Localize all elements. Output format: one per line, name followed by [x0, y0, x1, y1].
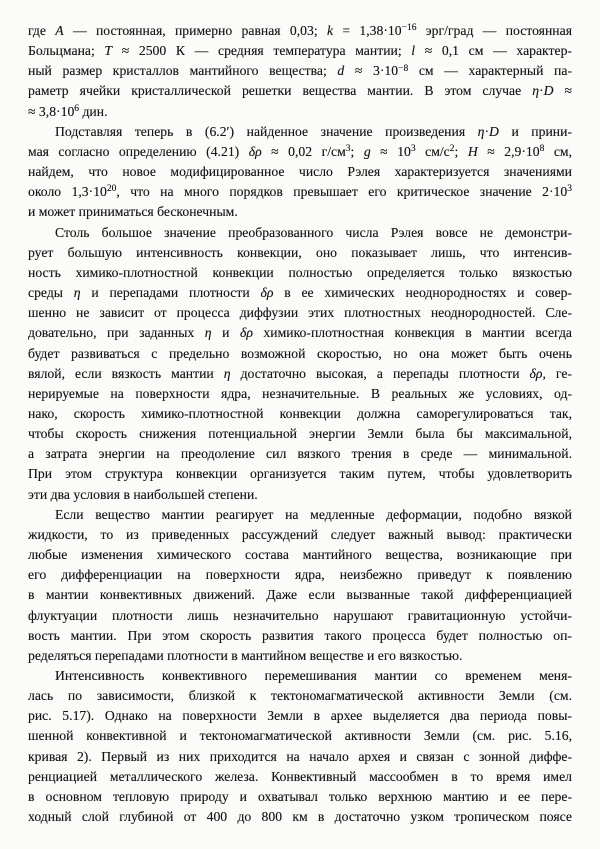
math-variable: k	[326, 23, 334, 38]
text-line: довательно, при заданных η и δρ химико-плотностная конвекция в мантии всегда	[28, 325, 572, 341]
text-line: Подставляя теперь в (6.2′) найденное значение произведения η·D и прини-	[55, 123, 573, 139]
superscript: 2	[449, 144, 455, 155]
text-line: шенно не зависит от процесса диффузии этих плотностных неоднородностей. Сле-	[28, 305, 572, 321]
math-variable: g	[363, 143, 371, 159]
paragraph-2	[28, 122, 572, 223]
text-line: мая согласно определению (4.21) δρ ≈ 0,02 $г/см^3$; $g \approx 10^3$ $см/с^2$; $H \approx 2,9\cdot 10^8$ см,	[28, 143, 573, 159]
text-line: Если вещество мантии реагирует на медленные деформации, подобно вязкой	[55, 506, 572, 522]
text-line: любые изменения химического состава мантийного вещества, возникающие при	[28, 547, 572, 563]
math-variable: d	[337, 63, 345, 79]
text-line: ный размер кристаллов мантийного вещества; $d \approx 3\cdot 10^{-8}$ см — характерный па-	[28, 63, 572, 79]
math-variable: η	[477, 123, 485, 139]
text-line: его дифференциации на поверхности ядра, неизбежно приведут к появлению	[28, 567, 572, 583]
text-line: ность химико-плотностной конвекции полностью определяется только вязкостью	[28, 264, 572, 280]
text-line: и может приниматься бесконечным.	[28, 204, 238, 220]
text-line: шенной конвективной и тектономагматической активности Земли (см. рис. 5.16,	[28, 728, 572, 744]
math-variable: δρ	[248, 143, 262, 159]
paragraph-3	[28, 223, 572, 505]
math-variable: T	[104, 43, 113, 59]
text-line: в основном тепловую природу и охватывал только верхнюю мантию и ее пере-	[28, 788, 572, 804]
math-variable: A	[55, 23, 64, 38]
math-variable: D	[489, 123, 499, 139]
text-line: будет развиваться с предельно возможной скоростью, но она может быть очень	[28, 345, 572, 361]
text-line: вость мантии. При этом скорость развития такого процесса будет полностью оп-	[28, 627, 572, 643]
math-variable: η	[204, 325, 212, 341]
math-variable: δρ	[260, 285, 274, 301]
paragraph-4	[28, 505, 572, 666]
paragraph-1	[28, 21, 572, 122]
text-line: в мантии конвективных движений. Даже если вызванные такой дифференциацией	[28, 587, 572, 603]
superscript: −8	[398, 63, 409, 74]
math-variable: l	[411, 43, 416, 59]
text-line: нако, скорость химико-плотностной конвекции должна саморегулироваться так,	[28, 405, 572, 421]
paragraph-5	[28, 666, 572, 827]
text-line: При этом структура конвекции организуется таким путем, чтобы удовлетворить	[28, 466, 572, 482]
text-line: рис. 5.17). Однако на поверхности Земли в архее выделяется два периода повы-	[28, 708, 572, 724]
superscript: 8	[539, 144, 545, 155]
text-line: Больцмана; T ≈ 2500 К — средняя температура мантии; l ≈ 0,1 см — характер-	[28, 43, 572, 59]
superscript: 20	[106, 184, 117, 195]
text-line: Интенсивность конвективного перемешивания мантии со временем меня-	[55, 668, 572, 683]
text-line: кривая 2). Первый из них приходится на начало архея и связан с зонной диффе-	[28, 748, 572, 764]
text-line: среды η и перепадами плотности δρ в ее химических неоднородностях и совер-	[28, 285, 572, 301]
text-line: чтобы скорость снижения потенциальной энергии Земли была бы максимальной,	[28, 426, 572, 442]
text-line: ределяться перепадами плотности в мантийном веществе и его вязкостью.	[28, 647, 463, 663]
math-variable: δρ	[239, 325, 253, 341]
math-variable: H	[467, 143, 478, 159]
math-variable: η	[532, 83, 540, 99]
superscript: 6	[74, 103, 80, 114]
text-line: ренциацией металлического железа. Конвективный массообмен в то время имел	[28, 768, 572, 784]
text-line: раметр ячейки кристаллической решетки вещества мантии. В этом случае η·D ≈	[28, 83, 572, 99]
text-line: флуктуации плотности лишь незначительно нарушают гравитационную устойчи-	[28, 607, 572, 623]
text-line: найдем, что новое модифицированное число Рэлея характеризуется значениями	[28, 164, 572, 180]
math-variable: D	[543, 83, 554, 99]
math-variable: η	[73, 285, 81, 301]
text-line: вялой, если вязкость мантии η достаточно высокая, а перепады плотности δρ, ге-	[28, 365, 572, 381]
superscript: −16	[401, 23, 417, 34]
text-line: жидкости, то из приведенных рассуждений следует важный вывод: практически	[28, 526, 572, 542]
text-line: лась по зависимости, близкой к тектономагматической активности Земли (см.	[28, 688, 572, 704]
text-line: нерируемые на поверхности ядра, незначительные. В реальных же условиях, од-	[28, 385, 572, 401]
text-line: рует большую интенсивность конвекции, оно показывает лишь, что интенсив-	[28, 244, 572, 260]
text-line: Столь большое значение преобразованного числа Рэлея вовсе не демонстри-	[55, 224, 572, 240]
text-line: а затрата энергии на преодоление сил вязкого трения в среде — минимальной.	[28, 446, 572, 462]
text-line: эти два условия в наибольшей степени.	[28, 486, 258, 502]
text-line: ≈ $3,8\cdot 10^6$ дин.	[28, 103, 108, 119]
math-variable: δρ	[529, 365, 543, 381]
superscript: 3	[567, 184, 572, 195]
text-line: где A — постоянная, примерно равная 0,03; $k = 1,38\cdot 10^{-16}$ эрг/град — постоянная	[28, 23, 572, 38]
superscript: 3	[410, 144, 416, 155]
math-variable: η	[223, 365, 231, 381]
superscript: 3	[345, 144, 351, 155]
text-line: около $1,3\cdot 10^{20}$, что на много порядков превышает его критическое значение $2\cdot 10^3$	[28, 184, 572, 200]
text-line: ходный слой глубиной от 400 до 800 км в достаточно узком тропическом поясе	[28, 809, 572, 825]
